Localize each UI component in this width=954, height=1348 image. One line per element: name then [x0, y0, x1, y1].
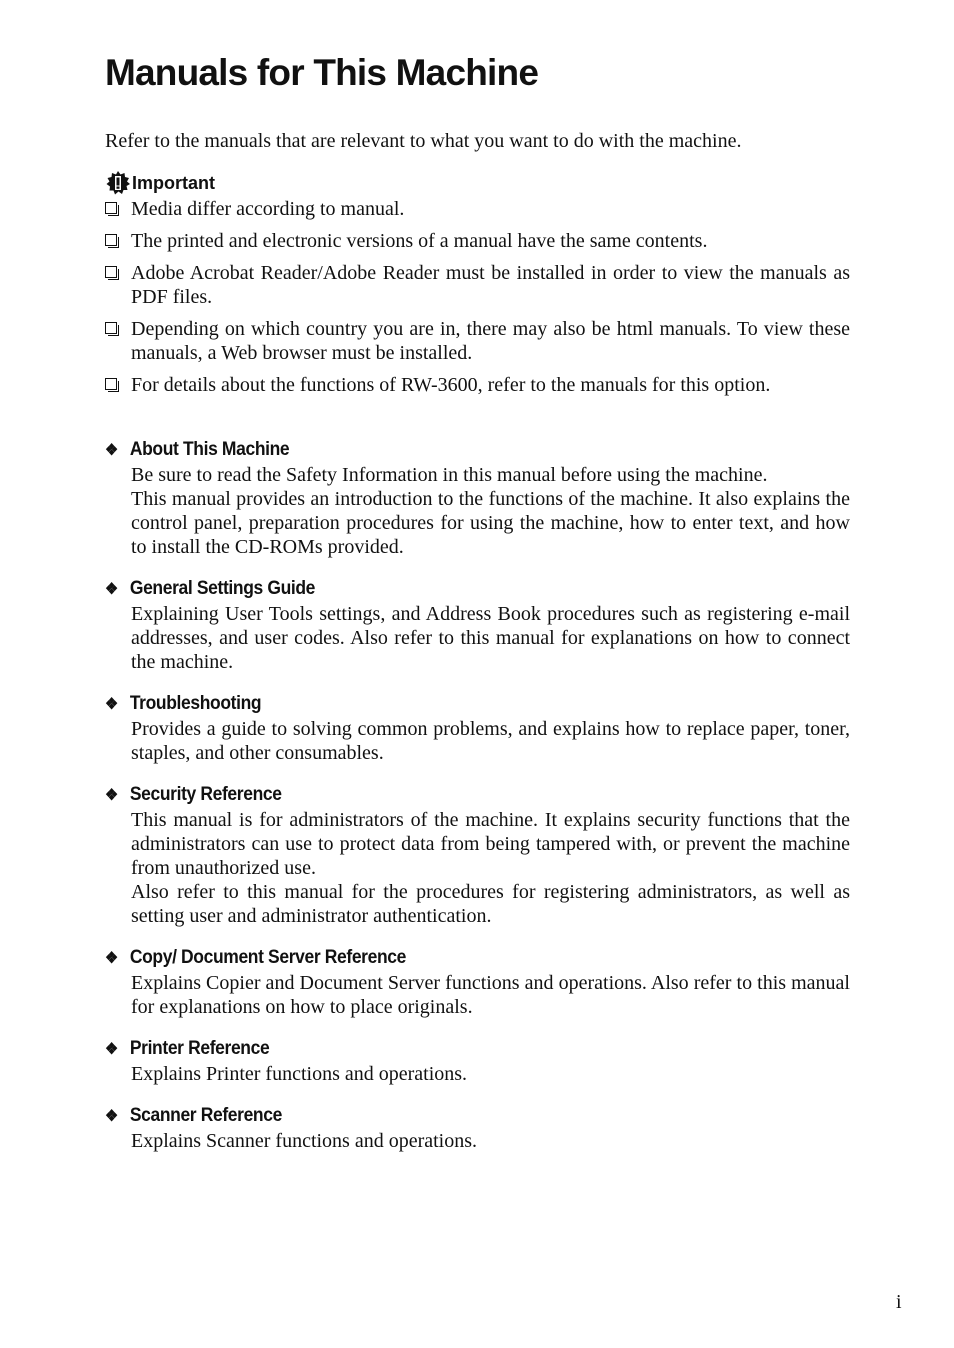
manual-section-general-settings — [105, 576, 850, 674]
description-paragraph: This manual is for administrators of the machine. It explains security functions that the administrators can use to protect data from being tampered with, or prevent the machine from unauthorized use. — [131, 809, 850, 879]
manual-heading: ❖ Security Reference — [105, 784, 282, 805]
manual-section-scanner — [105, 1103, 850, 1153]
important-item: Adobe Acrobat Reader/Adobe Reader must be installed in order to view the manuals as PDF files. — [105, 261, 850, 309]
manual-section-security — [105, 782, 850, 928]
checkbox-icon — [105, 266, 117, 278]
important-heading — [106, 170, 215, 196]
important-icon — [106, 171, 130, 195]
diamond-bullet-icon: ❖ — [105, 1041, 118, 1058]
diamond-bullet-icon: ❖ — [105, 1108, 118, 1125]
manual-description — [131, 463, 850, 559]
diamond-bullet-icon: ❖ — [105, 581, 118, 598]
diamond-bullet-icon: ❖ — [105, 442, 118, 459]
manual-description — [131, 1062, 850, 1086]
manual-heading: ❖ General Settings Guide — [105, 578, 316, 599]
manual-description — [131, 1129, 850, 1153]
description-paragraph: Explains Scanner functions and operations. — [131, 1130, 478, 1152]
description-paragraph: Explains Copier and Document Server functions and operations. Also refer to this manual for explanations on how to place originals. — [131, 972, 850, 1018]
manual-heading: ❖ About This Machine — [105, 439, 290, 460]
manual-heading: ❖ Scanner Reference — [105, 1105, 282, 1126]
description-paragraph: Provides a guide to solving common problems, and explains how to replace paper, toner, staples, and other consumables. — [131, 718, 850, 764]
diamond-bullet-icon: ❖ — [105, 696, 118, 713]
important-item: Depending on which country you are in, there may also be html manuals. To view these manuals, a Web browser must be installed. — [105, 317, 850, 365]
checkbox-icon — [105, 378, 117, 390]
manual-heading: ❖ Troubleshooting — [105, 693, 262, 714]
checkbox-icon — [105, 202, 117, 214]
diamond-bullet-icon: ❖ — [105, 950, 118, 967]
diamond-bullet-icon: ❖ — [105, 787, 118, 804]
description-paragraph: Also refer to this manual for the procedures for registering administrators, as well as setting user and administrator authentication. — [131, 881, 850, 927]
important-item: Media differ according to manual. — [105, 197, 850, 221]
manual-heading: ❖ Copy/ Document Server Reference — [105, 947, 406, 968]
manual-section-copy-document-server — [105, 945, 850, 1019]
description-paragraph: Be sure to read the Safety Information in this manual before using the machine. — [131, 464, 768, 486]
important-item: For details about the functions of RW-3600, refer to the manuals for this option. — [105, 373, 850, 397]
page-number: i — [896, 1291, 902, 1313]
description-paragraph: Explains Printer functions and operations. — [131, 1063, 468, 1085]
manual-section-about — [105, 437, 850, 559]
manual-section-printer — [105, 1036, 850, 1086]
description-paragraph: Explaining User Tools settings, and Address Book procedures such as registering e-mail addresses, and user codes. Also refer to this manual for explanations on how to connect the machine. — [131, 603, 850, 673]
manual-list — [105, 437, 850, 1170]
manual-description — [131, 808, 850, 928]
checkbox-icon — [105, 234, 117, 246]
page-title: Manuals for This Machine — [105, 52, 539, 93]
description-paragraph: This manual provides an introduction to the functions of the machine. It also explains the control panel, preparation procedures for using the machine, how to enter text, and how to install the CD-ROMs provided. — [131, 488, 850, 558]
checkbox-icon — [105, 322, 117, 334]
important-label: Important — [132, 172, 215, 193]
intro-text: Refer to the manuals that are relevant to what you want to do with the machine. — [105, 130, 742, 152]
manual-description — [131, 717, 850, 765]
important-item: The printed and electronic versions of a manual have the same contents. — [105, 229, 850, 253]
manual-description — [131, 602, 850, 674]
manual-section-troubleshooting — [105, 691, 850, 765]
important-list — [105, 197, 850, 405]
manual-description — [131, 971, 850, 1019]
manual-heading: ❖ Printer Reference — [105, 1038, 270, 1059]
